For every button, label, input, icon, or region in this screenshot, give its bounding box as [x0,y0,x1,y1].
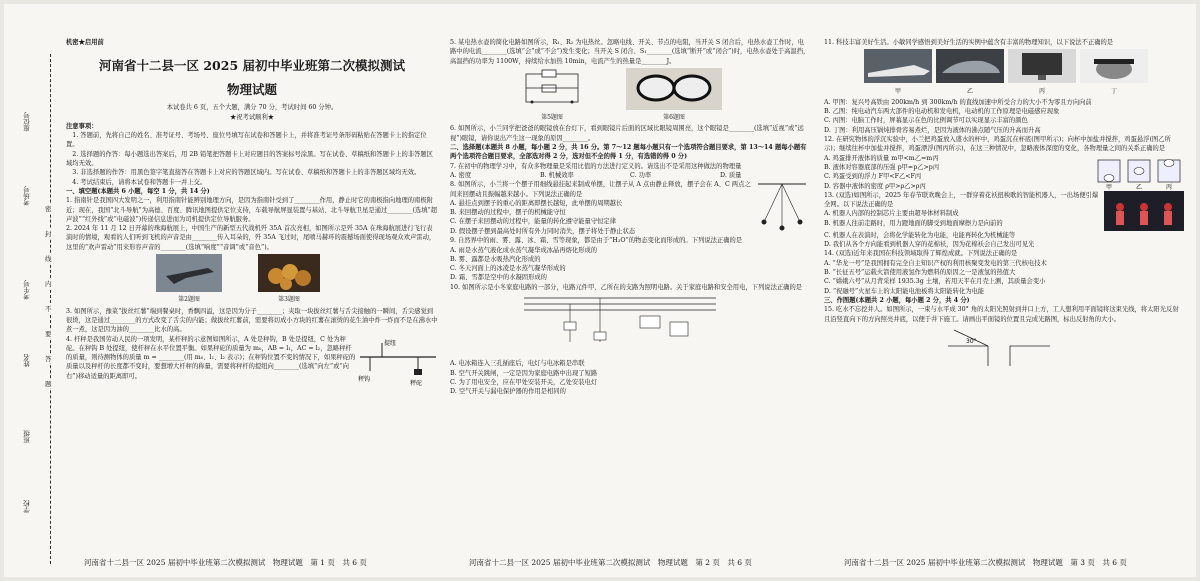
option: A. 机器人内部的控制芯片主要由超导体材料制成 [824,210,959,218]
figure-2 [156,254,222,305]
option: C. 在摆子来回摆动的过程中，能量的转化遵守能量守恒定律 [450,218,617,226]
option: C. 功率 [630,171,652,179]
eyeglasses-photo [626,68,722,110]
fighter-jet-photo [156,254,222,292]
option: A. 电冰箱连入三孔插座后，电灯与电冰箱是串联 [450,360,585,368]
household-circuit-diagram [520,292,720,356]
option: A. 雨是水蒸气液化成水蒸气凝华成冰晶再熔化形成的 [450,246,598,254]
figure-caption: 第2题图 [178,296,200,304]
option: B. 机器人往前走路时，用力蹬地面的脚受到地面摩擦力是向前的 [824,219,1003,227]
notes-heading: 注意事项： [66,122,98,130]
note-item: 4. 考试结束后，请将本试卷和答题卡一并上交。 [72,178,207,186]
beaker-label: 乙 [1136,183,1143,190]
figure-label: 丙 [1038,87,1045,95]
figure-caption: 第5题图 [541,114,563,122]
figure-label: 甲 [894,87,901,95]
option: D. 丁图：利用高压锅炖排骨容易煮烂，是因为液体的沸点随气压的升高而升高 [824,126,1041,134]
question-13: 13. (双选)如图所示，2025 年春节联欢晚会上，一群穿着花袄扭秧歌的智能机器人，一出场便引爆全网。以下说法正确的是 [824,191,1099,209]
seal-note: 不 [45,305,52,313]
question-14: 14. (双选)近年来我国在科技领域取得了辉煌成就。下列说法正确的是 [824,250,1018,258]
binding-strip [12,54,56,564]
note-item: 3. 非选择题的作答：用黑色签字笔直接答在答题卡上对应的答题区域内。写在试卷、草稿纸和答题卡上的非答题区域均无效。 [72,169,421,177]
option: C. 鸡蛋受到的浮力 F甲<F乙<F丙 [824,173,922,181]
question-10: 10. 如图所示是小冬家庭电路的一部分，电路元件甲、乙所在的支路为照明电路。关于家庭电路和安全用电，下列说法正确的是 [450,283,803,291]
seal-note: 题 [45,380,52,388]
egg-float-beakers [1094,154,1184,190]
option: C. 冬天河面上的冰凌是水蒸气凝华形成的 [450,265,566,273]
pendulum-diagram [754,180,810,236]
figure-11a [864,49,932,96]
figure-3 [258,254,320,305]
exam-info: 本试卷共 6 页，五个大题，满分 70 分，考试时间 60 分钟。 [166,104,338,112]
option: D. 容器中液体的密度 ρ甲>ρ乙>ρ丙 [824,182,926,190]
option: D. 质量 [720,171,742,179]
binding-field: 班级 [23,430,31,443]
option: B. 乙图：纯电动汽车两大部件的电动机和发电机，电动机的工作原理是电磁感应现象 [824,108,1060,116]
option: D. 空气开关与漏电保护器的作用是相同的 [450,388,566,396]
option: B. 来回摆动的过程中，摆子的机械能守恒 [450,209,566,217]
dancing-robots-photo [1104,191,1184,231]
beaker-label: 甲 [1106,183,1113,190]
page-footer: 河南省十二县一区 2025 届初中毕业班第二次模拟测试 物理试题 第 2 页 共 6 页 [469,558,752,567]
question-2: 2. 2024 年 11 月 12 日开幕的珠海航展上，中国生产的新型五代战机歼 35A 首次亮相，如图所示是歼 35A 在珠海航展进行飞行表演时的情境，观看的人们听到飞机的声音是由________传入耳朵的，歼 35A 飞过时，尾喷马赫环的震撼场面使得现场观众欢声雷动，这里的“欢声雷动”用来形容声音的________(选填“响度”“音调”或“音色”)。 [66,225,436,251]
section-heading: 三、作图题(本题共 2 小题，每小题 2 分，共 4 分) [824,296,970,304]
figure-5 [520,68,584,123]
binding-field: 考场号 [23,186,31,206]
binding-field: 考生号 [23,280,31,300]
bullet-train-photo [864,49,932,83]
angle-label: 30° [966,337,977,345]
exam-wish: ★祝考试顺利★ [229,113,275,121]
option: C. 丙图：电脑工作时，屏幕显示在色的比例调节可以实现显示丰富的颜色 [824,117,1028,125]
exam-title: 河南省十二县一区 2025 届初中毕业班第二次模拟测试 [99,58,405,74]
steelyard-label: 提纽 [384,339,397,347]
pressure-cooker-photo [1080,49,1148,83]
exam-subtitle: 物理试题 [226,82,277,98]
page-2-column [450,38,810,556]
page-1-column [66,38,438,556]
option: B. “长征五号”运载火箭使用液氢作为燃料的原因之一是液氢的热值大 [824,269,1016,277]
figure-label: 丁 [1110,87,1117,95]
option: B. 机械效率 [540,171,574,179]
option: A. 甲图：复兴号高铁由 200km/h 到 300km/h 的直线加速中所受合力的大小不为零且方向向前 [824,98,1092,106]
figure-6 [626,68,722,123]
option: D. 我们从各个方向能看到机器人穿的花棉袄，因为花棉袄会自己发出可见光 [824,241,1035,249]
beaker-label: 丙 [1166,183,1173,190]
figure-caption: 第3题图 [278,296,300,304]
question-3: 3. 如图所示，豫菜“拔丝红薯”端到餐桌时，香飘四溢，这是因为分子________；夹取一块拔丝红薯与舌尖接触的一瞬间，舌尖感觉到很烫，这是通过________的方式改变了舌尖的内能；做拔丝红薯前，需要将切成小方块的红薯在滚烫的花生油中炸一炸而不是在沸水中煮一煮，这是因为油的________比水的高。 [66,307,438,334]
option: B. 液体对容器底部的压强 p甲=p乙>p丙 [824,163,940,171]
candied-sweet-potato-photo [258,254,320,292]
option: D. 霜、雪都是空中的水凝固形成的 [450,274,547,282]
steelyard-label: 秤砣 [410,379,423,387]
seal-note: 答 [45,355,52,363]
binding-field: 学校 [23,500,31,513]
seal-note: 密 [45,205,52,213]
option: B. 空气开关跳闸，一定是因为家庭电路中出现了短路 [450,369,598,377]
exam-sheet [4,4,1196,577]
question-11: 11. 科技丰富美好生活。小敏同学感悟到美好生活的实例中蕴含有丰富的物理知识，以下说法不正确的是 [824,39,1114,46]
question-1: 1. 指南针是我国四大发明之一，利用指南针能辨别地理方向，是因为指南针受到了________作用，静止时它的南极指向地理的南极附近；现在，我国“北斗导航”为高德、百度、腾讯地图提供定位支持，车载导航屏显装置与基站、北斗导航卫星是通过________(选填“超声波”“红外线”或“电磁波”)传递信息进而为司机提供定位导航服务。 [66,197,438,223]
option: A. “华龙一号”是我国拥有完全自主知识产权的利用核聚变发电的第三代核电技术 [824,259,1047,267]
section-heading: 一、填空题(本题共 6 小题，每空 1 分，共 14 分) [66,187,210,195]
steelyard-diagram [356,335,438,387]
binding-field: 座位号 [23,112,31,132]
option: A. 悬挂点到摆子的重心的距离即摆长越短，此单摆的周期越长 [450,199,623,207]
note-item: 2. 选择题的作答：每小题选出答案后，用 2B 铅笔把答题卡上对应题目的答案标号涂黑。写在试卷、草稿纸和答题卡上的非答题区域均无效。 [66,150,433,168]
seal-note: 要 [45,330,52,338]
figure-11c [1008,49,1076,96]
question-5: 5. 某电热水壶的简化电路如图所示，R₁、R₂ 为电热丝。忽略电线、开关、节点的电阻，当开关 S 闭合后，电热水壶工作时，电路中的电流________(选填“会”或“不会”)发生变化；当开关 S 闭合、S₁________(选填“断开”或“闭合”)时，电热水壶处于高温挡，高温挡的功率为 1100W，持续给水加热 10min，电流产生的热量是________J。 [450,39,810,65]
question-7: 7. 在初中的物理学习中，有众多物理量是采用比值的方法进行定义的。请选出不是采用这种做法的物理量 [450,162,742,170]
option: B. 雾、露都是水吸热汽化形成的 [450,255,541,263]
option: C. 机器人在表演时，会将化学能转化为电能，电能再转化为机械能等 [824,231,1016,239]
section-heading: 二、选择题(本题共 8 小题，每小题 2 分，共 16 分。第 7～12 题每小题只有一个选项符合题目要求，第 13～14 题每小题有两个选项符合题目要求，全部选对得 2 分，选对但不全的得 1 分，有选错的得 0 分) [450,144,807,161]
note-item: 1. 答题前，先将自己的姓名、准考证号、考场号、座位号填写在试卷和答题卡上，并将准考证号条形码粘贴在答题卡上的指定位置。 [66,132,427,149]
question-12: 12. 在研究物体的浮沉实验中，小兰把鸡蛋放入盛水的杯中，鸡蛋沉在杯底(图甲所示)；向杯中加盐并搅拌，鸡蛋悬浮(图乙所示)；继续往杯中加盐并搅拌，鸡蛋漂浮(图丙所示)，在这三种情况中，忽略液体深度的变化，各物理量之间的关系正确的是 [824,136,1171,153]
question-4: 4. 杆秤是我国劳动人民的一项发明，某杆秤的示意图如图所示，A 处是秤钩，B 处是提纽，C 处为秤砣。在秤钩 B 处提纽，使杆秤在水平位置平衡。如果秤砣的质量为 m₀，AB = l₁，AC = l₂，忽略秤杆的质量，则待测物体的质量 m = ________(用 m₀、l₁、l₂ 表示)；在秤钩位置不变的情况下，如果秤砣的质量以及秤杆的长度都不变时，要想增大杆秤的称量，需要将秤杆的提纽向________(选填“向左”或“向右”)移动适量的距离即可。 [66,335,356,380]
figure-label: 乙 [966,87,973,95]
option: D. “祝融号”火星车上的太阳能电池板将太阳能转化为电能 [824,287,985,295]
kettle-circuit-diagram [520,68,584,110]
option: A. 密度 [450,171,472,179]
well-light-diagram [944,324,1054,368]
steelyard-label: 秤钩 [358,375,371,383]
question-6: 6. 如图所示，小兰同学把爸爸的眼镜放在台灯下，看到眼镜片后面的区域比眼镜周围亮，这个眼镜是________(选填“近视”或“远视”)眼镜，请你说出产生这一现象的原因________。 [450,125,804,142]
page-footer: 河南省十二县一区 2025 届初中毕业班第二次模拟测试 物理试题 第 1 页 共 6 页 [84,558,367,567]
option: A. 鸡蛋排开液体的质量 m甲<m乙=m丙 [824,154,939,162]
binding-field: 姓名 [23,354,31,367]
seal-note: 封 [45,230,52,238]
option: D. 假设摆子摆到最高处时所有外力同时消失，摆子将处于静止状态 [450,227,636,235]
figure-caption: 第6题图 [663,114,685,122]
page-3-column [824,38,1184,556]
figure-11d [1080,49,1148,96]
confidential-mark: 机密★启用前 [66,39,104,46]
page-footer: 河南省十二县一区 2025 届初中毕业班第二次模拟测试 物理试题 第 3 页 共 6 页 [844,558,1127,567]
seal-note: 内 [45,280,52,288]
question-9: 9. 自然界中的雨、雾、露、冰、霜、雪等现象，都是由于“H₂O”的物态变化而形成的。下列说法正确的是 [450,237,743,245]
question-15: 15. 吃水不忘挖井人。如图所示，一束与水平成 30° 角的太阳光照射到井口上方，工人想利用平面镜将这束光线，将太阳光反射且沿竖直向下的方向照亮井底，以便于井下施工。请画出平面镜的位置且完成光路图，标出反射角的大小。 [824,306,1179,323]
computer-screen-photo [1008,49,1076,83]
option: C. “嫦娥六号”从月背采样 1935.3g 土壤，若用天平在月壳上测，其质量会变小 [824,278,1046,286]
option: C. 为了用电安全，应在甲处安装开关，乙处安装电灯 [450,378,598,386]
question-8: 8. 如图所示，小兰将一个摆子用细线悬挂起来制成单摆，让摆子从 A 点由静止释放，摆子会在 A、C 两点之间来回摆动且振幅越来越小。下列说法正确的是 [450,181,751,198]
electric-car-photo [936,49,1004,83]
seal-note: 线 [45,255,52,263]
figure-11b [936,49,1004,96]
